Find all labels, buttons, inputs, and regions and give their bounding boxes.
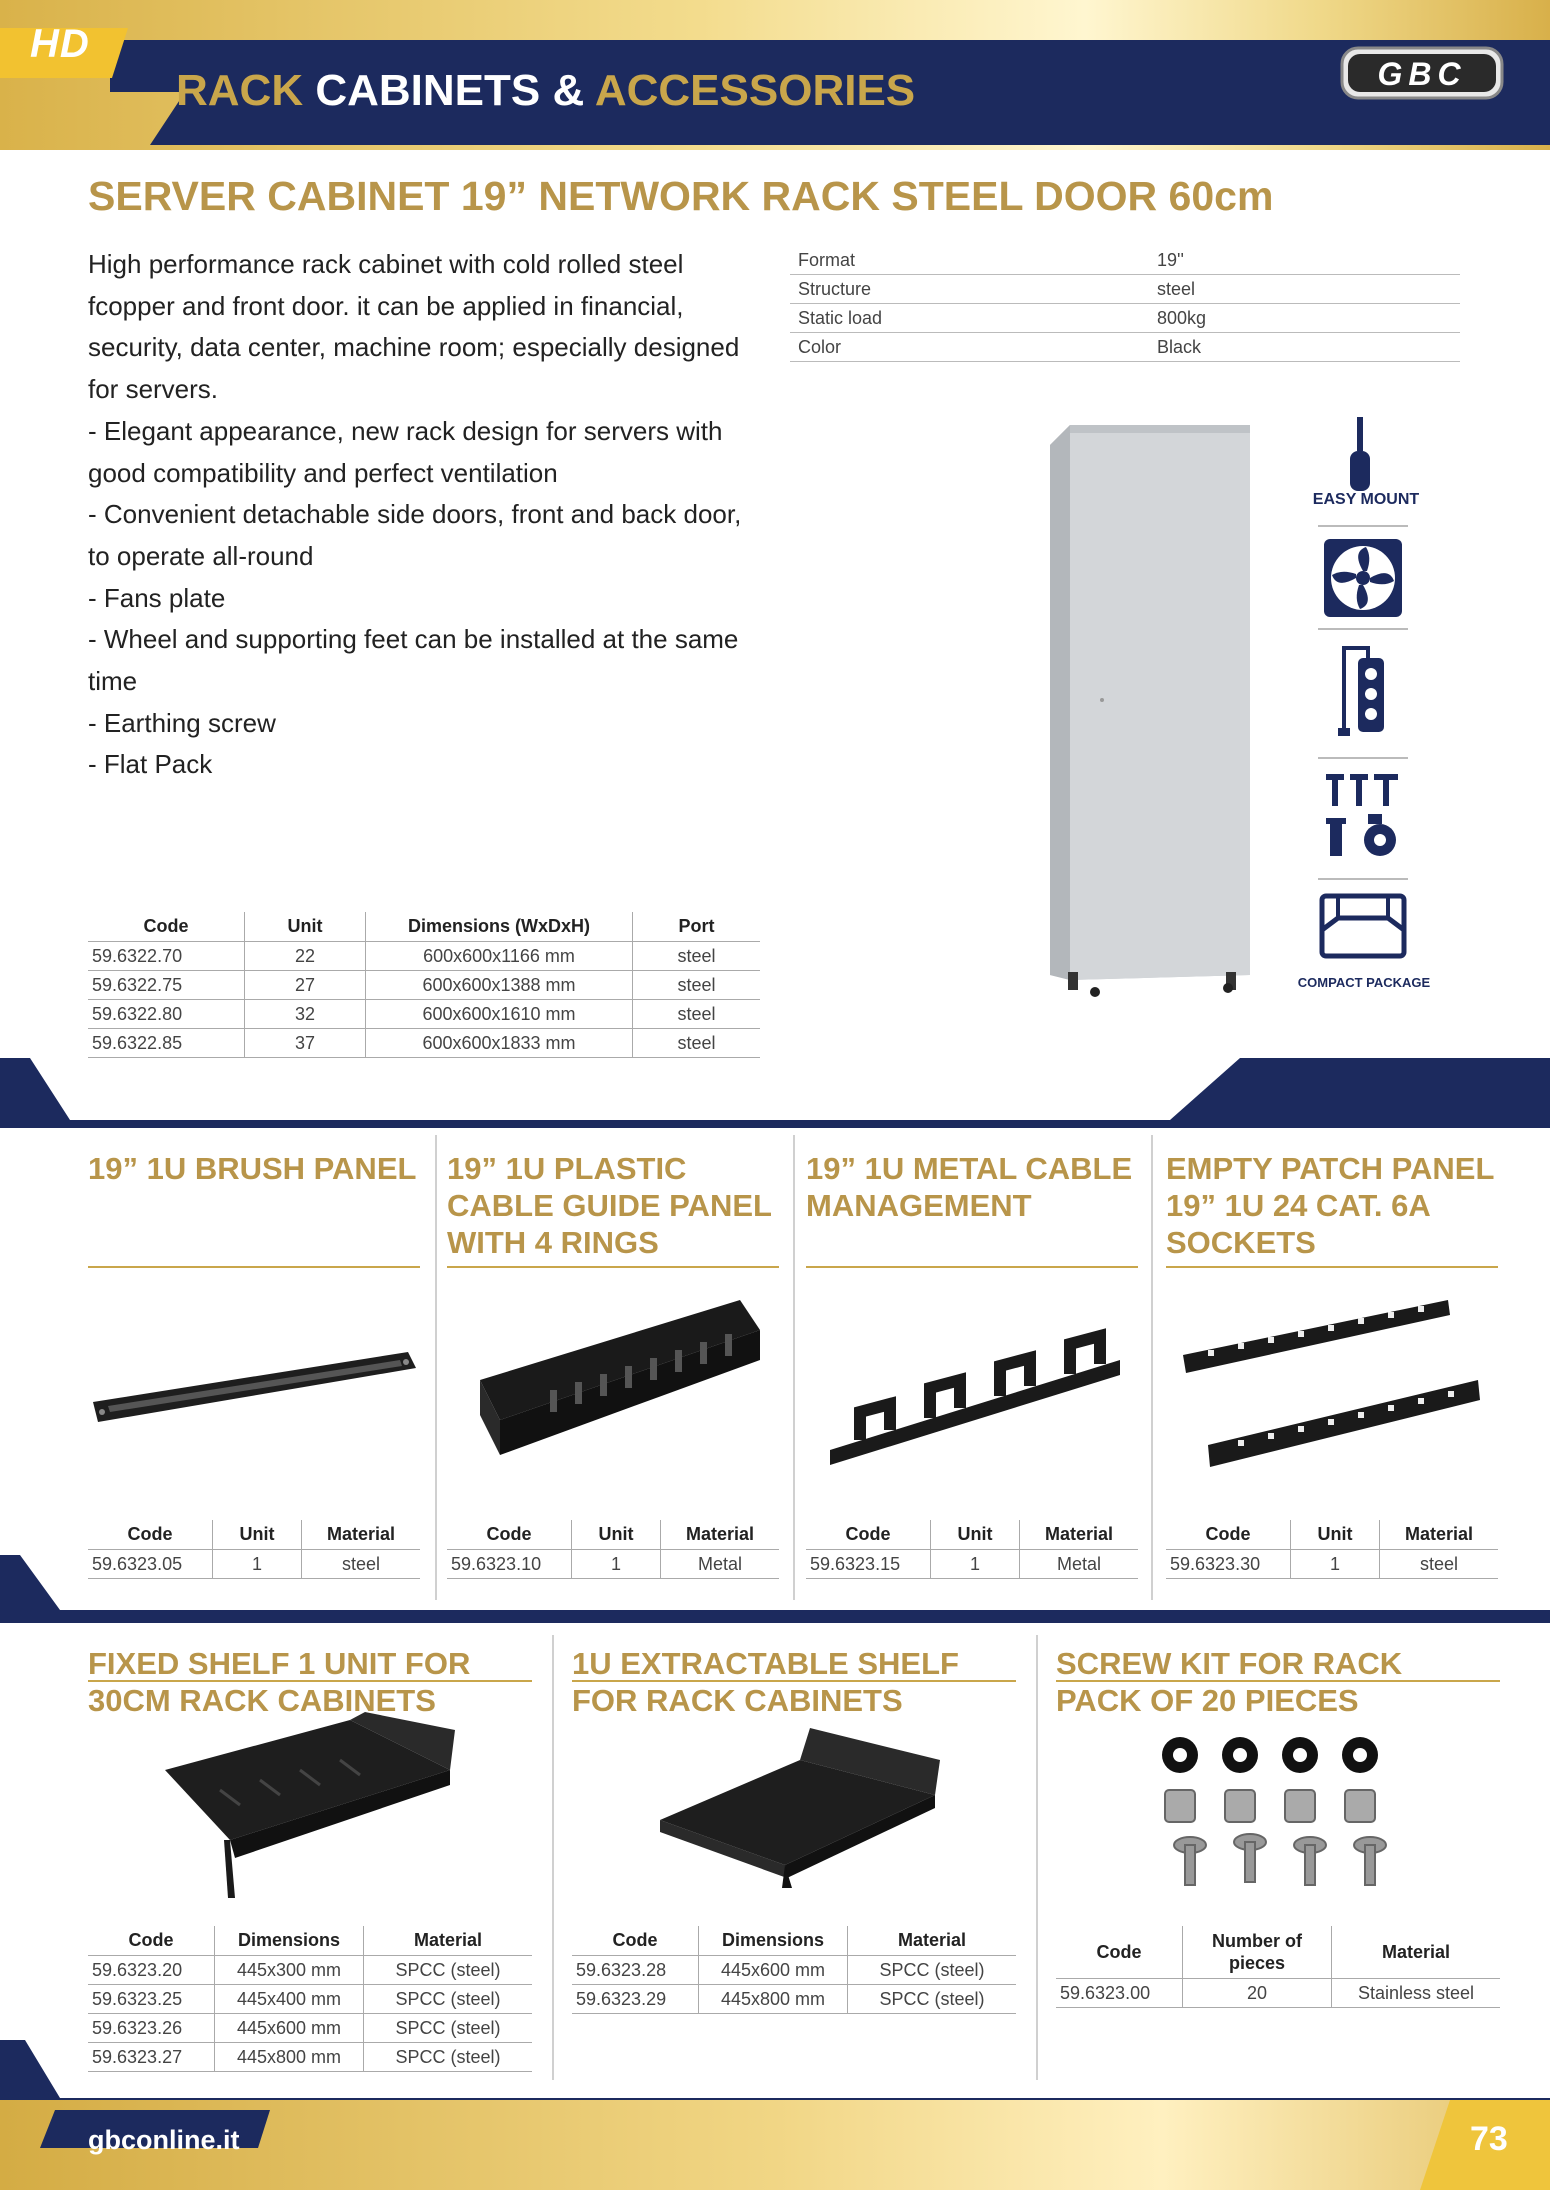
title-rule xyxy=(447,1266,779,1268)
product-title-screw-kit: SCREW KIT FOR RACK PACK OF 20 PIECES xyxy=(1056,1646,1403,1718)
description-line: - Convenient detachable side doors, front and back door, to operate all-round xyxy=(88,499,742,571)
table-row: 59.6323.26 445x600 mm SPCC (steel) xyxy=(88,2014,532,2043)
spec-row: Structure steel xyxy=(790,275,1460,304)
description-line: - Elegant appearance, new rack design for servers with good compatibility and perfect ventilation xyxy=(88,415,723,488)
spec-row: Color Black xyxy=(790,333,1460,362)
table-row: 59.6323.29 445x800 mm SPCC (steel) xyxy=(572,1985,1016,2014)
screw-kit-table xyxy=(1056,1926,1500,2008)
table-row: 59.6323.25 445x400 mm SPCC (steel) xyxy=(88,1985,532,2014)
compact-package-label: COMPACT PACKAGE xyxy=(1297,975,1431,990)
easy-mount-label: EASY MOUNT xyxy=(1312,491,1420,508)
table-row: 59.6323.27 445x800 mm SPCC (steel) xyxy=(88,2043,532,2072)
compact-package-icon xyxy=(1318,890,1408,962)
title-rule xyxy=(88,1266,420,1268)
table-row: 59.6322.85 37 600x600x1833 mm steel xyxy=(88,1029,760,1058)
table-row: 59.6323.20 445x300 mm SPCC (steel) xyxy=(88,1956,532,1985)
spec-row: Format 19'' xyxy=(790,246,1460,275)
power-strip-icon xyxy=(1328,640,1398,740)
product-title-cable-guide: 19” 1U PLASTIC CABLE GUIDE PANEL WITH 4 RINGS xyxy=(447,1151,772,1260)
section-divider-band xyxy=(0,1555,1550,1625)
description-line: High performance rack cabinet with cold rolled steel fcopper and front door. it can be applied in financial, security, data center, machine room; especially designed for servers. xyxy=(88,249,740,405)
table-header-row: Code Unit Material xyxy=(806,1520,1138,1550)
column-divider xyxy=(1151,1135,1153,1600)
description-line: - Wheel and supporting feet can be installed at the same time xyxy=(88,624,739,697)
title-rule xyxy=(806,1266,1138,1268)
table-row: 59.6323.05 1 steel xyxy=(88,1550,420,1579)
hd-label: HD xyxy=(30,22,90,66)
extractable-shelf-image xyxy=(650,1720,950,1890)
icon-divider xyxy=(1318,878,1408,880)
icon-divider xyxy=(1318,757,1408,759)
description-line: - Earthing screw xyxy=(88,707,276,738)
icon-divider xyxy=(1318,525,1408,527)
table-header-row: Code Unit Material xyxy=(1166,1520,1498,1550)
server-cabinet-image xyxy=(1040,420,1260,1000)
product-title-brush-panel: 19” 1U BRUSH PANEL xyxy=(88,1151,417,1186)
description-line: - Fans plate xyxy=(88,582,226,613)
fixed-shelf-image xyxy=(150,1710,470,1900)
product-description xyxy=(88,244,768,786)
icon-divider xyxy=(1318,628,1408,630)
cabinet-code-table xyxy=(88,912,760,1058)
title-rule xyxy=(1166,1266,1498,1268)
patch-panel-image xyxy=(1178,1295,1498,1475)
header-title: RACK CABINETS & ACCESSORIES xyxy=(176,66,916,115)
metal-cable-management-image xyxy=(820,1300,1130,1470)
cable-guide-panel-image xyxy=(470,1290,770,1470)
product-title-fixed-shelf: FIXED SHELF 1 UNIT FOR 30CM RACK CABINETS xyxy=(88,1646,471,1718)
table-row: 59.6322.75 27 600x600x1388 mm steel xyxy=(88,971,760,1000)
column-divider xyxy=(1036,1635,1038,2080)
table-header-row: Code Unit Material xyxy=(447,1520,779,1550)
gbc-logo xyxy=(1338,44,1506,102)
product-title-metal-cable-mgmt: 19” 1U METAL CABLE MANAGEMENT xyxy=(806,1151,1133,1223)
page-number: 73 xyxy=(1470,2120,1508,2158)
brush-panel-image xyxy=(88,1330,420,1450)
column-divider xyxy=(435,1135,437,1600)
table-row: 59.6323.15 1 Metal xyxy=(806,1550,1138,1579)
table-row: 59.6323.00 20 Stainless steel xyxy=(1056,1979,1500,2008)
table-row: 59.6323.10 1 Metal xyxy=(447,1550,779,1579)
column-divider xyxy=(552,1635,554,2080)
product-title-patch-panel: EMPTY PATCH PANEL 19” 1U 24 CAT. 6A SOCKETS xyxy=(1166,1151,1494,1260)
table-row: 59.6322.70 22 600x600x1166 mm steel xyxy=(88,942,760,971)
table-header-row: Code Unit Dimensions (WxDxH) Port xyxy=(88,912,760,942)
table-row: 59.6322.80 32 600x600x1610 mm steel xyxy=(88,1000,760,1029)
footer-website[interactable]: gbconline.it xyxy=(88,2125,240,2155)
description-line: - Flat Pack xyxy=(88,749,213,780)
table-row: 59.6323.30 1 steel xyxy=(1166,1550,1498,1579)
screw-kit-image xyxy=(1150,1730,1420,1900)
product-title-extractable-shelf: 1U EXTRACTABLE SHELF FOR RACK CABINETS xyxy=(572,1646,959,1718)
table-header-row: Code Number of pieces Material xyxy=(1056,1926,1500,1979)
table-header-row: Code Dimensions Material xyxy=(88,1926,532,1956)
table-row: 59.6323.28 445x600 mm SPCC (steel) xyxy=(572,1956,1016,1985)
section-divider-band xyxy=(0,1058,1550,1128)
svg-text:GBC: GBC xyxy=(1377,56,1467,92)
fan-icon xyxy=(1322,537,1404,619)
extractable-shelf-table xyxy=(572,1926,1016,2014)
table-header-row: Code Dimensions Material xyxy=(572,1926,1016,1956)
screws-and-wheel-icon xyxy=(1322,770,1404,862)
main-product-title: SERVER CABINET 19” NETWORK RACK STEEL DOOR 60cm xyxy=(88,173,1274,219)
footer-navy-band xyxy=(0,2040,1550,2102)
spec-table xyxy=(790,246,1460,362)
table-header-row: Code Unit Material xyxy=(88,1520,420,1550)
spec-row: Static load 800kg xyxy=(790,304,1460,333)
column-divider xyxy=(793,1135,795,1600)
screwdriver-icon xyxy=(1330,415,1390,495)
